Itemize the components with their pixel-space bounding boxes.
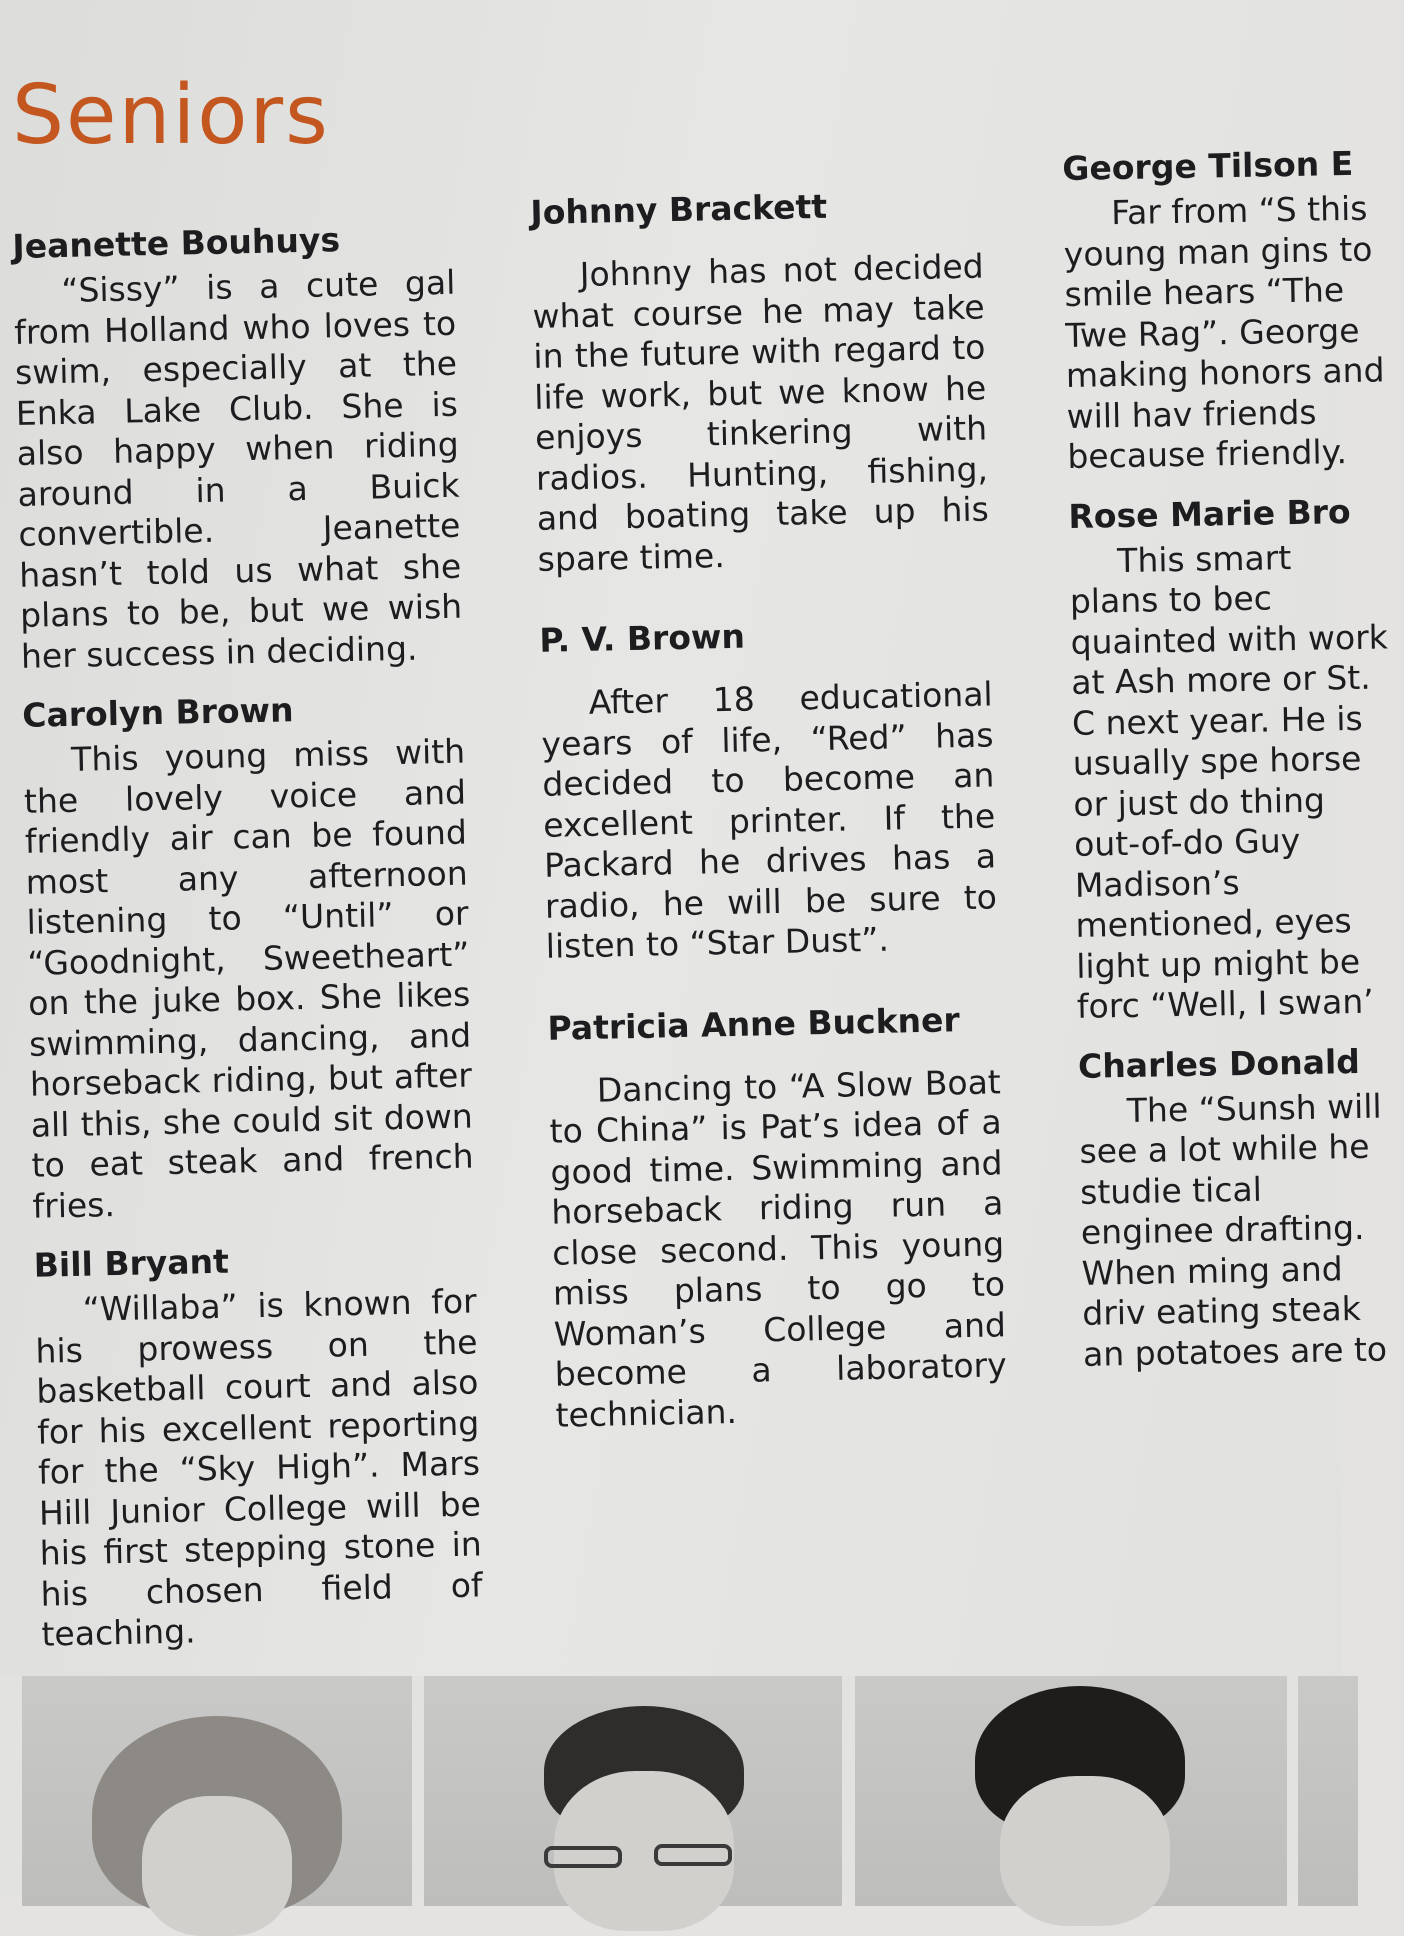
senior-photo [424,1676,842,1906]
senior-bio: Johnny has not decided what course he may take in the future with regard to life work, but we know he enjoys tinkering with radios. Hunting, fishing, and boating take up his spare time. [532,246,990,579]
senior-bio: After 18 educational years of life, “Red” has decided to become an excellent printer. If the Packard he drives has a radio, he will be sure to listen to “Star Dust”. [541,674,998,966]
face-shape [1000,1776,1170,1926]
senior-bio: “Sissy” is a cute gal from Holland who loves to swim, especially at the Enka Lake Club. She is also happy when riding around in a Buick convertible. Jeanette hasn’t told us what she plans to be, but we wish her success in deciding. [13,262,463,676]
senior-entry [547,998,1008,1436]
face-shape [142,1796,292,1936]
glasses-shape [544,1846,622,1868]
senior-entry [12,217,463,677]
column-1 [12,217,484,1673]
senior-entry [33,1236,483,1656]
senior-photo [855,1676,1287,1906]
senior-name: Rose Marie Bro [1068,491,1351,536]
senior-bio: The “Sunsh will see a lot while he studie tical enginee drafting. When ming and driv eating steak an potatoes are to [1079,1086,1388,1374]
senior-name: Charles Donald [1077,1041,1361,1086]
senior-entry [530,183,990,580]
senior-bio: “Willaba” is known for his prowess on the basketball court and also for his excellent reporting for the “Sky High”. Mars Hill Junior College will be his first stepping stone in his chosen field of teaching. [35,1281,483,1654]
column-2 [530,183,1009,1476]
page-title: Seniors [12,68,330,163]
senior-entry [1078,1040,1404,1375]
senior-entry [1062,142,1388,477]
senior-photo [22,1676,412,1906]
senior-bio: Far from “S this young man gins to smile hears “The Twe Rag”. George making honors and will hav friends because friendly. [1063,188,1385,476]
senior-name: Bill Bryant [33,1241,230,1285]
senior-name: Carolyn Brown [21,690,294,735]
senior-name: P. V. Brown [538,616,746,660]
senior-bio: Dancing to “A Slow Boat to China” is Pat’s idea of a good time. Swimming and horseback riding run a close second. This young miss plans to go to Woman’s College and become a laboratory technician. [549,1061,1008,1435]
senior-name: Jeanette Bouhuys [12,220,341,266]
senior-photo-cropped [1298,1676,1358,1906]
senior-entry [539,610,998,967]
senior-entry [22,686,475,1227]
senior-name: Johnny Brackett [530,186,828,232]
senior-entry [1068,490,1397,1028]
senior-bio: This young miss with the lovely voice and friendly air can be found most any afternoon listening to “Until” or “Goodnight, Sweetheart” on the juke box. She likes swimming, dancing, and horseback riding, but after all this, she could sit down to eat steak and french fries. [23,731,474,1226]
senior-name: George Tilson E [1062,143,1354,188]
senior-bio: This smart plans to bec quainted with work at Ash more or St. C next year. He is usually spe horse or just do thing out-of-do Guy Madison’s mentioned, eyes light up might be forc “Well, I swan’ [1069,537,1389,1026]
column-3-cropped [1062,142,1404,1392]
senior-name: Patricia Anne Buckner [547,999,961,1048]
glasses-shape [654,1844,732,1866]
